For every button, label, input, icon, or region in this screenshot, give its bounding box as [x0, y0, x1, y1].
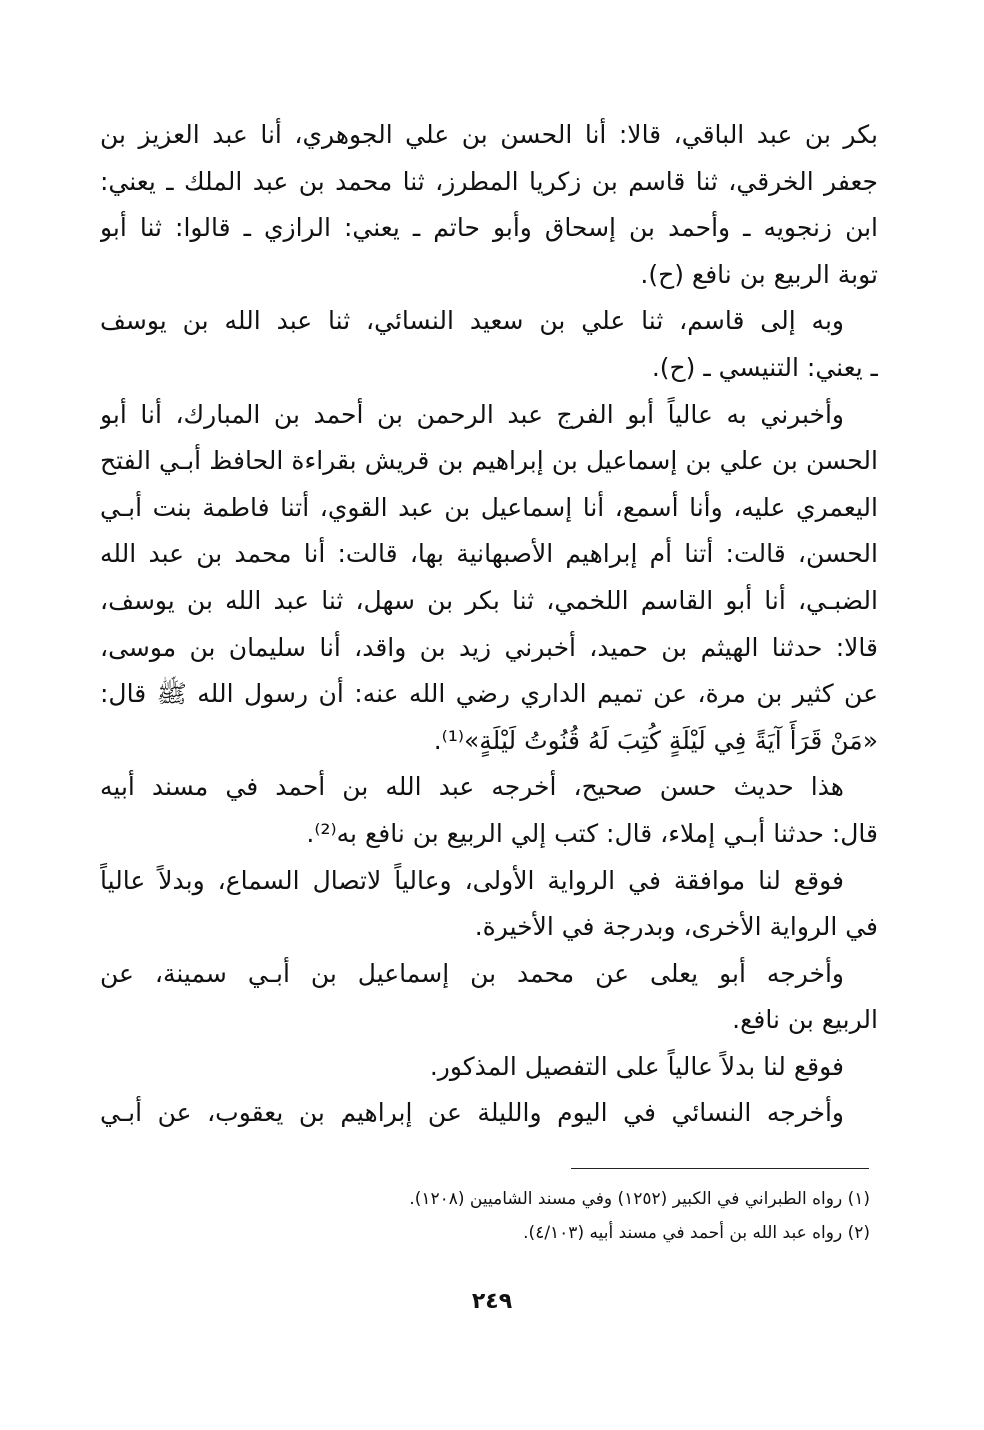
text-line: الحسن بن علي بن إسماعيل بن إبراهيم بن قريش بقراءة الحافظ أبـي الفتح: [100, 446, 878, 476]
footnote-2: (٢) رواه عبد الله بن أحمد في مسند أبيه (٤/١٠٣).: [523, 1223, 870, 1243]
text-line: هذا حديث حسن صحيح، أخرجه عبد الله بن أحمد في مسند أبيه: [100, 772, 844, 802]
text-line: اليعمري عليه، وأنا أسمع، أنا إسماعيل بن عبد القوي، أتنا فاطمة بنت أبـي: [100, 492, 878, 522]
main-text: [100, 112, 878, 1137]
text-line: الربيع بن نافع.: [732, 1005, 878, 1035]
text-line: جعفر الخرقي، ثنا قاسم بن زكريا المطرز، ثنا محمد بن عبد الملك ـ يعني:: [100, 166, 878, 196]
text-line: وأخرجه النسائي في اليوم والليلة عن إبراهيم بن يعقوب، عن أبـي: [100, 1098, 844, 1128]
text-line: الضبـي، أنا أبو القاسم اللخمي، ثنا بكر بن سهل، ثنا عبد الله بن يوسف،: [100, 585, 878, 615]
text-line: الحسن، قالت: أتنا أم إبراهيم الأصبهانية بها، قالت: أنا محمد بن عبد الله: [100, 539, 878, 569]
text-line: فوقع لنا بدلاً عالياً على التفصيل المذكور.: [429, 1051, 844, 1081]
text-line: وأخبرني به عالياً أبو الفرج عبد الرحمن بن أحمد بن المبارك، أنا أبو: [100, 399, 844, 429]
text-line: ابن زنجويه ـ وأحمد بن إسحاق وأبو حاتم ـ يعني: الرازي ـ قالوا: ثنا أبو: [100, 213, 878, 243]
text-line: بكر بن عبد الباقي، قالا: أنا الحسن بن علي الجوهري، أنا عبد العزيز بن: [100, 120, 878, 149]
footnote-divider: [571, 1168, 869, 1169]
text-line: وأخرجه أبو يعلى عن محمد بن إسماعيل بن أبـي سمينة، عن: [100, 958, 844, 988]
text-line: في الرواية الأخرى، وبدرجة في الأخيرة.: [474, 912, 878, 942]
text-line: قال: حدثنا أبـي إملاء، قال: كتب إلي الربيع بن نافع به⁽²⁾.: [306, 818, 878, 848]
text-line: وبه إلى قاسم، ثنا علي بن سعيد النسائي، ثنا عبد الله بن يوسف: [100, 306, 844, 336]
text-line: «مَنْ قَرَأَ آيَةً فِي لَيْلَةٍ كُتِبَ لَهُ قُنُوتُ لَيْلَةٍ»⁽¹⁾.: [433, 725, 878, 755]
page-number: ٢٤٩: [471, 1289, 513, 1314]
footnote-1: (١) رواه الطبراني في الكبير (١٢٥٢) وفي مسند الشاميين (١٢٠٨).: [409, 1189, 870, 1209]
text-line: قالا: حدثنا الهيثم بن حميد، أخبرني زيد بن واقد، أنا سليمان بن موسى،: [100, 632, 878, 662]
footnotes: [170, 1182, 870, 1250]
text-line: فوقع لنا موافقة في الرواية الأولى، وعالياً لاتصال السماع، وبدلاً عالياً: [100, 865, 844, 895]
text-line: عن كثير بن مرة، عن تميم الداري رضي الله عنه: أن رسول الله ﷺ قال:: [100, 679, 878, 709]
text-line: توبة الربيع بن نافع (ح).: [640, 259, 878, 289]
text-line: ـ يعني: التنيسي ـ (ح).: [651, 352, 878, 382]
